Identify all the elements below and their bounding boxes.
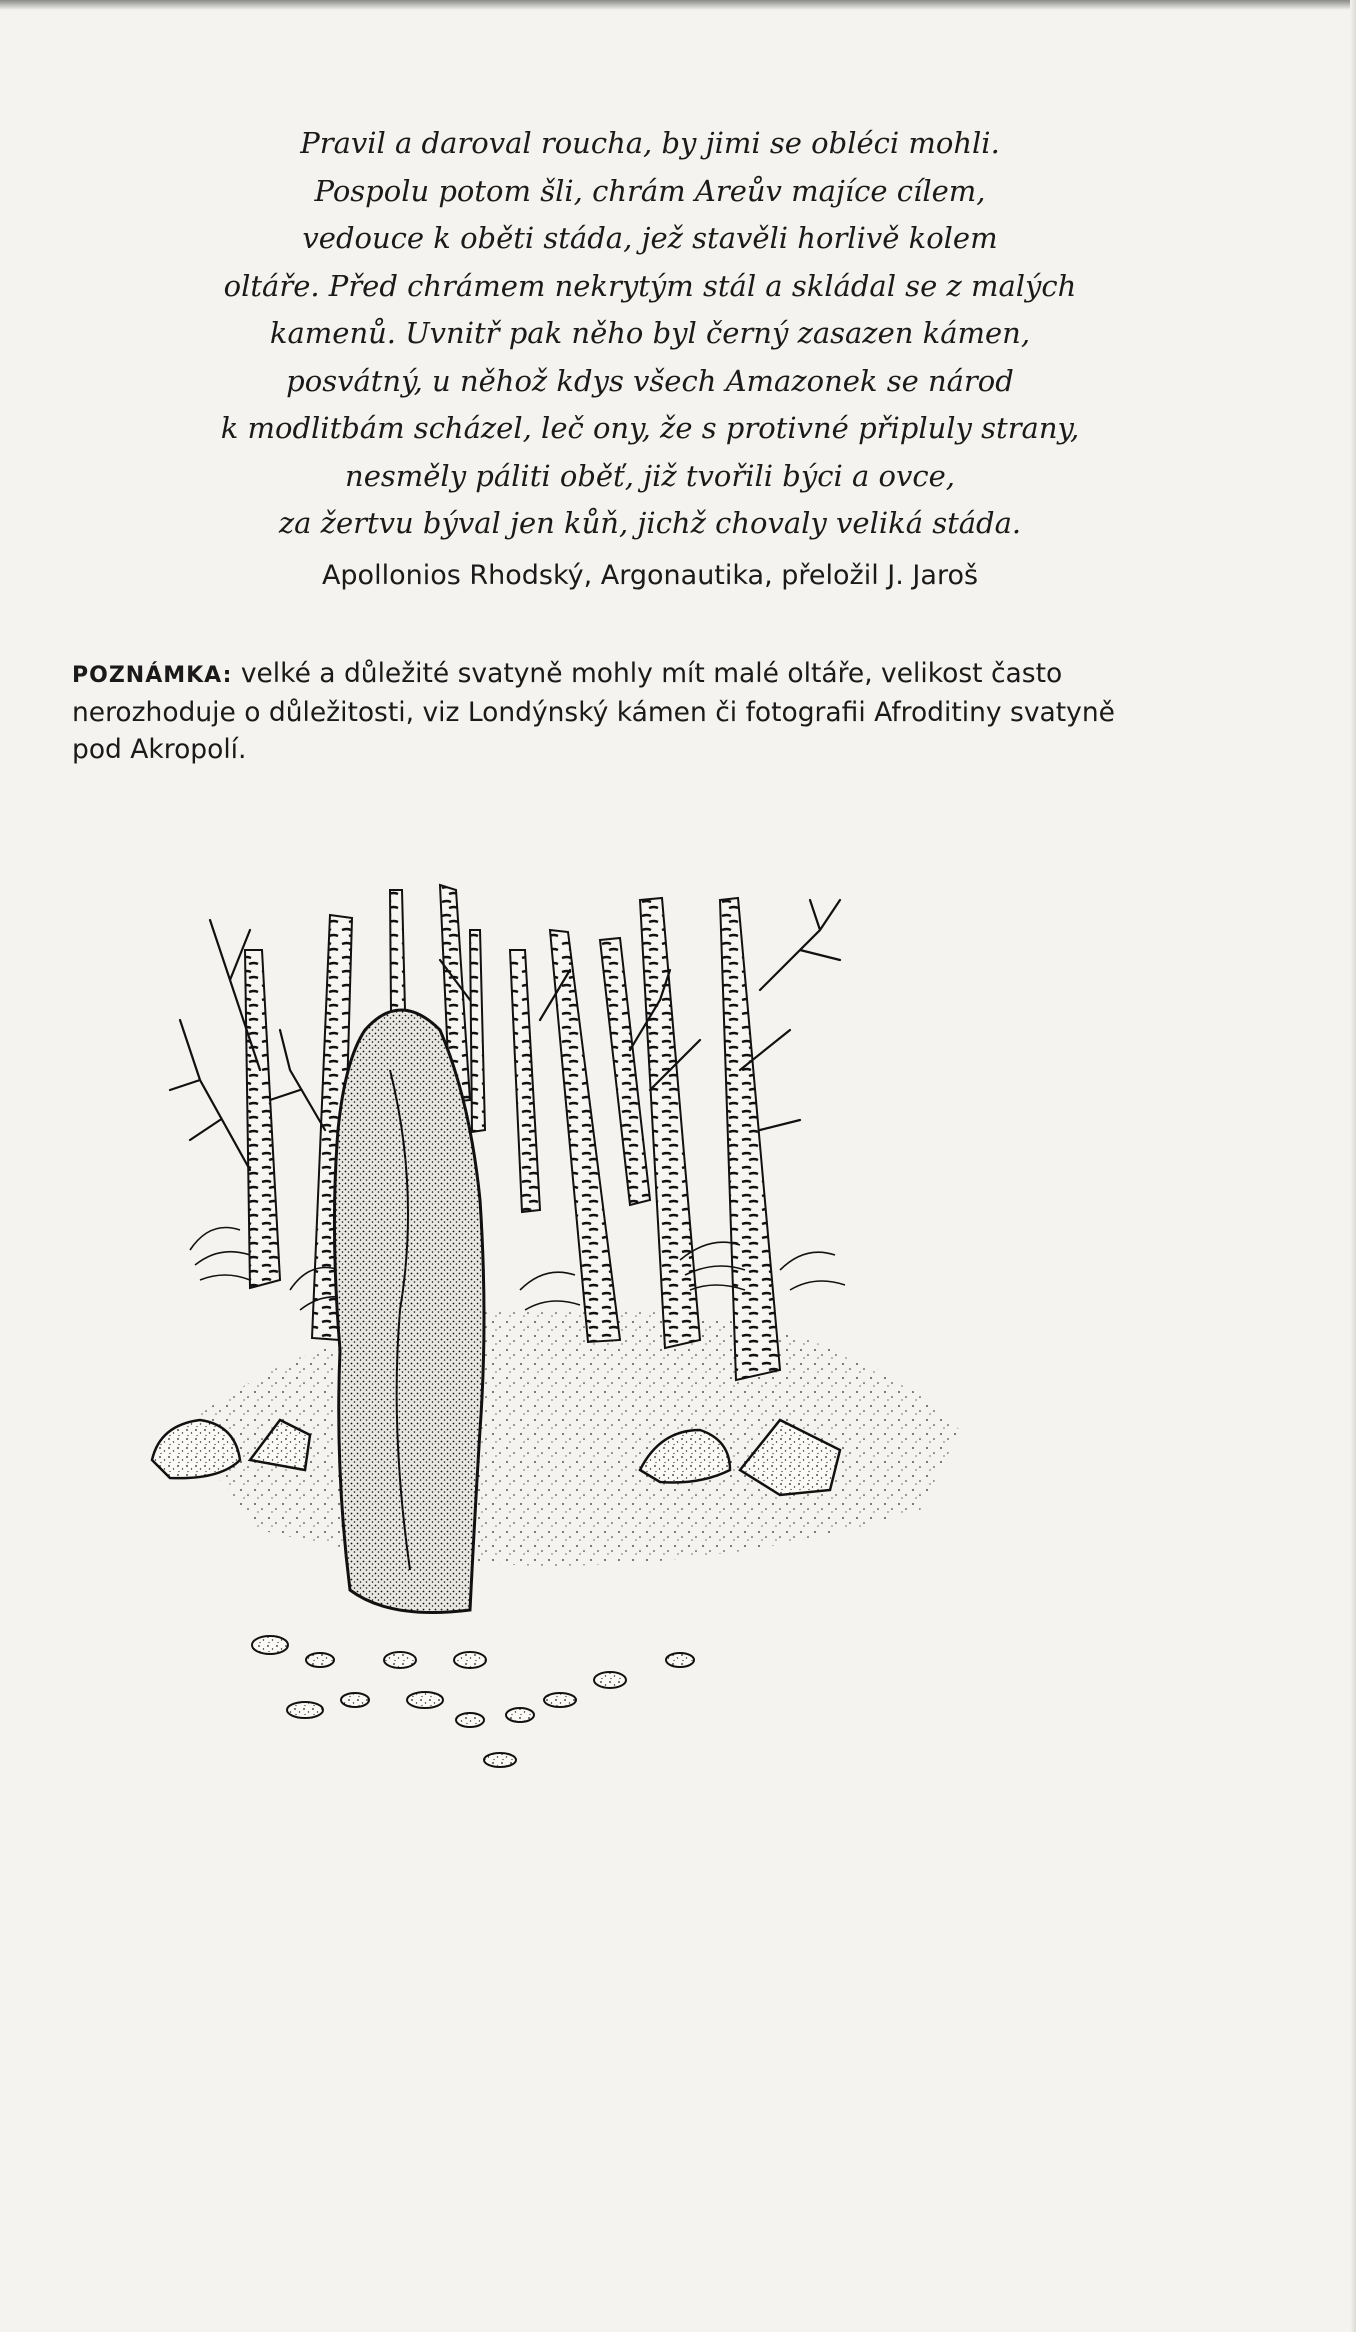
standing-stone-illustration xyxy=(140,870,1040,2050)
base-stones xyxy=(252,1636,694,1767)
poem-line: Pravil a daroval roucha, by jimi se obléci mohli. xyxy=(300,126,1000,160)
poem-line: Pospolu potom šli, chrám Areův majíce cílem, xyxy=(314,173,986,208)
note-paragraph xyxy=(72,655,1132,768)
poem-line: vedouce k oběti stáda, jež stavěli horlivě kolem xyxy=(302,221,998,255)
note-text: velké a důležité svatyně mohly mít malé oltáře, velikost často nerozhoduje o důležitosti, viz Londýnský kámen či fotografii Afroditiny svatyně pod Akropolí. xyxy=(72,658,1115,765)
standing-stone xyxy=(334,1010,484,1613)
poem-line: nesměly páliti oběť, již tvořili býci a ovce, xyxy=(345,458,955,493)
poem-quote xyxy=(150,120,1150,548)
note-label: POZNÁMKA: xyxy=(72,663,233,688)
birch-trees xyxy=(245,885,780,1380)
poem-line: oltáře. Před chrámem nekrytým stál a skládal se z malých xyxy=(223,268,1077,303)
poem-line: posvátný, u něhož kdys všech Amazonek se národ xyxy=(286,363,1014,398)
page-top-shadow xyxy=(0,0,1356,10)
poem-attribution: Apollonios Rhodský, Argonautika, přeložil J. Jaroš xyxy=(321,560,979,591)
poem-line: za žertvu býval jen kůň, jichž chovaly veliká stáda. xyxy=(278,506,1022,540)
poem-line: kamenů. Uvnitř pak něho byl černý zasazen kámen, xyxy=(269,316,1031,350)
poem-line: k modlitbám scházel, leč ony, že s protivné připluly strany, xyxy=(220,411,1080,445)
page-edge xyxy=(1350,0,1356,2332)
